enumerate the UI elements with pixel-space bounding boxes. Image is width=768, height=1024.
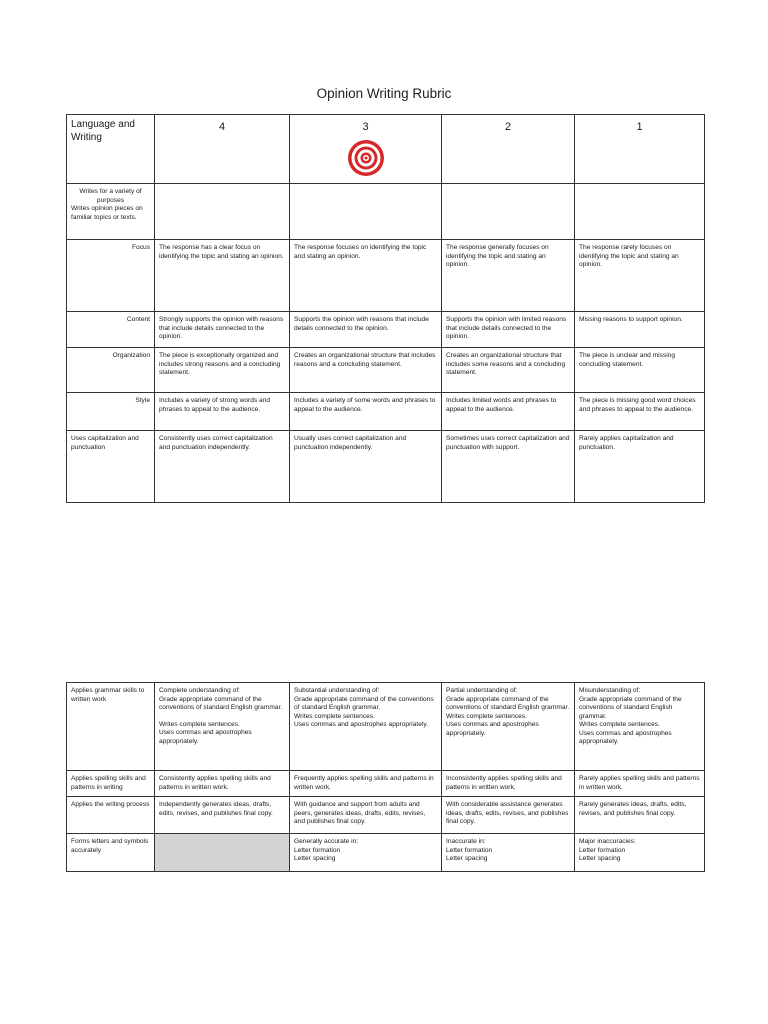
cell-line: Uses commas and apostrophes appropriately.	[446, 721, 539, 737]
cell-heading: Substantial understanding of:	[294, 687, 380, 694]
shaded-empty-cell	[155, 834, 290, 872]
cell-line: Uses commas and apostrophes appropriately.	[159, 729, 252, 745]
criterion-style: Style	[67, 393, 155, 431]
rubric-cell: Inconsistently applies spelling skills and patterns in written work.	[442, 771, 575, 797]
rubric-cell: Includes a variety of some words and phrases to appeal to the audience.	[290, 393, 442, 431]
rubric-cell: Supports the opinion with limited reasons that include details connected to the opinion.	[442, 312, 575, 348]
rubric-row-spelling	[67, 771, 705, 797]
criterion-spelling: Applies spelling skills and patterns in writing	[67, 771, 155, 797]
bullseye-target-icon	[347, 139, 385, 177]
rubric-cell	[290, 834, 442, 872]
rubric-header-row	[67, 115, 705, 184]
rubric-row-focus	[67, 240, 705, 312]
rubric-cell	[155, 683, 290, 771]
rubric-cell: Consistently applies spelling skills and patterns in written work.	[155, 771, 290, 797]
rubric-row-content	[67, 312, 705, 348]
cell-line: Writes complete sentences.	[294, 712, 375, 720]
rubric-cell: The piece is missing good word choices and phrases to appeal to the audience.	[575, 393, 705, 431]
criterion-organization: Organization	[67, 348, 155, 393]
cell-heading: Major inaccuracies:	[579, 838, 636, 846]
rubric-cell: Rarely applies capitalization and punctuation.	[575, 431, 705, 503]
criterion-grammar: Applies grammar skills to written work	[67, 683, 155, 771]
criterion-capitalization: Uses capitalization and punctuation	[67, 431, 155, 503]
cell-line: Grade appropriate command of the conventions of standard English grammar.	[446, 695, 570, 712]
cell-line: Writes complete sentences.	[159, 720, 240, 728]
rubric-cell: Missing reasons to support opinion.	[575, 312, 705, 348]
rubric-cell: Frequently applies spelling skills and patterns in written work.	[290, 771, 442, 797]
cell-line: Letter spacing	[294, 855, 336, 863]
criterion-purpose-line: Writes opinion pieces on familiar topics or texts.	[71, 205, 143, 221]
cell-heading: Partial understanding of:	[446, 687, 518, 694]
cell-line: Uses commas and apostrophes appropriately.	[579, 729, 672, 746]
cell-line: Writes complete sentences.	[579, 721, 660, 729]
rubric-row-capitalization	[67, 431, 705, 503]
rubric-cell: Creates an organizational structure that includes some reasons and a concluding statement.	[442, 348, 575, 393]
document-title: Opinion Writing Rubric	[316, 86, 452, 101]
criterion-purpose-line: Writes for a variety of purposes	[79, 188, 142, 204]
category-header: Language and Writing	[67, 115, 155, 184]
cell-heading: Misunderstanding of:	[579, 687, 641, 694]
criterion-letters: Forms letters and symbols accurately	[67, 834, 155, 872]
cell-line: Grade appropriate command of the conventions of standard English grammar.	[579, 695, 682, 720]
rubric-cell: The piece is unclear and missing concluding statement.	[575, 348, 705, 393]
cell-line: Grade appropriate command of the conventions of standard English grammar.	[159, 695, 283, 712]
score-3-label: 3	[362, 121, 369, 133]
rubric-cell: The response rarely focuses on identifying the topic and stating an opinion.	[575, 240, 705, 312]
criterion-content: Content	[67, 312, 155, 348]
cell-line: Writes complete sentences.	[446, 712, 527, 720]
rubric-cell: The piece is exceptionally organized and includes strong reasons and a concluding statement.	[155, 348, 290, 393]
rubric-cell	[575, 683, 705, 771]
rubric-row-grammar	[67, 683, 705, 771]
rubric-cell	[290, 683, 442, 771]
cell-line: Letter formation	[579, 846, 626, 854]
rubric-cell	[155, 184, 290, 240]
score-1-header: 1	[575, 115, 705, 184]
cell-line: Letter formation	[294, 846, 341, 854]
rubric-cell: Sometimes uses correct capitalization and punctuation with support.	[442, 431, 575, 503]
rubric-cell	[442, 184, 575, 240]
rubric-cell: Consistently uses correct capitalization and punctuation independently.	[155, 431, 290, 503]
rubric-cell	[290, 184, 442, 240]
rubric-cell: The response has a clear focus on identifying the topic and stating an opinion.	[155, 240, 290, 312]
rubric-cell	[575, 834, 705, 872]
rubric-cell: Rarely applies spelling skills and patterns in written work.	[575, 771, 705, 797]
rubric-row-writing-process	[67, 797, 705, 834]
rubric-row-style	[67, 393, 705, 431]
rubric-cell: Rarely generates ideas, drafts, edits, revises, and publishes final copy.	[575, 797, 705, 834]
cell-line: Letter spacing	[446, 855, 488, 863]
rubric-cell: Includes a variety of strong words and phrases to appeal to the audience.	[155, 393, 290, 431]
score-4-header: 4	[155, 115, 290, 184]
rubric-row-purpose	[67, 184, 705, 240]
rubric-cell: Independently generates ideas, drafts, edits, revises, and publishes final copy.	[155, 797, 290, 834]
rubric-cell: Includes limited words and phrases to appeal to the audience.	[442, 393, 575, 431]
rubric-cell: Creates an organizational structure that includes reasons and a concluding statement.	[290, 348, 442, 393]
cell-heading: Inaccurate in:	[446, 838, 486, 846]
cell-heading: Generally accurate in:	[294, 838, 359, 846]
rubric-cell: Strongly supports the opinion with reasons that include details connected to the opinion.	[155, 312, 290, 348]
rubric-cell: The response generally focuses on identifying the topic and stating an opinion.	[442, 240, 575, 312]
rubric-row-organization	[67, 348, 705, 393]
score-3-header	[290, 115, 442, 184]
rubric-cell: The response focuses on identifying the topic and stating an opinion.	[290, 240, 442, 312]
criterion-focus: Focus	[67, 240, 155, 312]
criterion-writing-process: Applies the writing process	[67, 797, 155, 834]
rubric-cell: With considerable assistance generates ideas, drafts, edits, revises, and publishes final copy.	[442, 797, 575, 834]
opinion-writing-rubric-table	[66, 114, 705, 503]
rubric-cell: Usually uses correct capitalization and punctuation independently.	[290, 431, 442, 503]
rubric-cell	[442, 683, 575, 771]
cell-heading: Complete understanding of:	[159, 687, 241, 694]
rubric-row-letters	[67, 834, 705, 872]
score-2-header: 2	[442, 115, 575, 184]
rubric-cell	[575, 184, 705, 240]
rubric-cell: With guidance and support from adults and peers, generates ideas, drafts, edits, revises, and publishes final copy.	[290, 797, 442, 834]
cell-line: Grade appropriate command of the conventions of standard English grammar.	[294, 695, 434, 712]
cell-line: Uses commas and apostrophes appropriately.	[294, 721, 429, 729]
rubric-cell	[442, 834, 575, 872]
rubric-cell: Supports the opinion with reasons that include details connected to the opinion.	[290, 312, 442, 348]
conventions-rubric-table	[66, 682, 705, 872]
cell-line: Letter spacing	[579, 855, 621, 863]
cell-line: Letter formation	[446, 846, 493, 854]
criterion-purpose	[67, 184, 155, 240]
